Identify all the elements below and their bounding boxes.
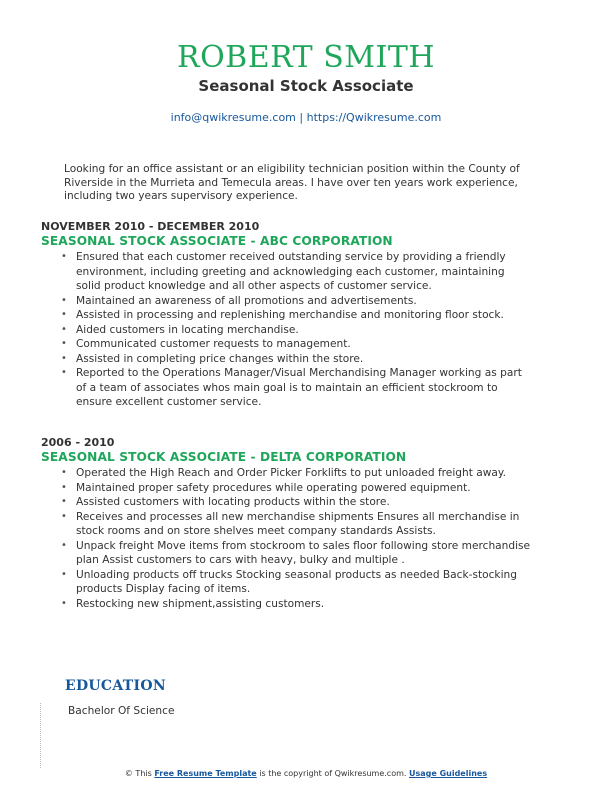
list-item bbox=[41, 366, 531, 410]
footer-middle: is the copyright of Qwikresume.com. bbox=[256, 769, 409, 778]
list-item bbox=[41, 481, 531, 496]
list-item bbox=[41, 597, 531, 612]
bullet-icon: • bbox=[61, 309, 67, 320]
job-title: SEASONAL STOCK ASSOCIATE - DELTA CORPORATION bbox=[41, 450, 407, 464]
bullet-text: Assisted customers with locating products within the store. bbox=[76, 496, 390, 508]
job-bullet-list bbox=[41, 466, 531, 611]
bullet-text: Maintained an awareness of all promotions and advertisements. bbox=[76, 294, 417, 307]
list-item bbox=[41, 539, 531, 568]
bullet-text: Aided customers in locating merchandise. bbox=[76, 323, 299, 336]
footer-prefix: © This bbox=[124, 769, 155, 778]
bullet-icon: • bbox=[61, 251, 67, 262]
bullet-icon: • bbox=[61, 539, 67, 551]
bullet-text: Receives and processes all new merchandise shipments Ensures all merchandise in stock rooms and on store shelves meet company standards Assists. bbox=[76, 510, 520, 537]
usage-guidelines-link[interactable]: Usage Guidelines bbox=[408, 769, 488, 778]
job-title: SEASONAL STOCK ASSOCIATE - ABC CORPORATION bbox=[41, 234, 393, 248]
list-item bbox=[41, 308, 531, 323]
list-item bbox=[41, 250, 531, 294]
bullet-icon: • bbox=[61, 467, 67, 478]
bullet-icon: • bbox=[61, 294, 67, 306]
bullet-icon: • bbox=[61, 481, 67, 493]
list-item bbox=[41, 510, 531, 539]
bullet-text: Maintained proper safety procedures while operating powered equipment. bbox=[76, 481, 471, 494]
job-entry-1 bbox=[41, 220, 531, 410]
candidate-role: Seasonal Stock Associate bbox=[198, 77, 414, 95]
bullet-text: Restocking new shipment,assisting customers. bbox=[76, 597, 325, 610]
bullet-text: Assisted in completing price changes within the store. bbox=[76, 352, 364, 365]
education-degree: Bachelor Of Science bbox=[68, 705, 175, 717]
footer bbox=[0, 768, 612, 780]
education-divider bbox=[40, 703, 41, 768]
job-bullet-list bbox=[41, 250, 531, 410]
bullet-icon: • bbox=[61, 338, 67, 349]
email-link[interactable]: info@qwikresume.com bbox=[170, 111, 296, 124]
candidate-name: ROBERT SMITH bbox=[176, 40, 436, 75]
bullet-text: Assisted in processing and replenishing merchandise and monitoring floor stock. bbox=[76, 309, 504, 321]
job-entry-2 bbox=[41, 436, 531, 611]
bullet-icon: • bbox=[61, 510, 67, 522]
education-heading: EDUCATION bbox=[65, 678, 166, 694]
job-dates: NOVEMBER 2010 - DECEMBER 2010 bbox=[41, 220, 260, 233]
list-item bbox=[41, 323, 531, 338]
bullet-icon: • bbox=[61, 568, 67, 580]
job-dates: 2006 - 2010 bbox=[41, 436, 115, 449]
list-item bbox=[41, 337, 531, 352]
list-item bbox=[41, 294, 531, 309]
bullet-text: Operated the High Reach and Order Picker Forklifts to put unloaded freight away. bbox=[76, 467, 506, 479]
profile-summary: Looking for an office assistant or an eligibility technician position within the County of Riverside in the Murrieta and Temecula areas. I have over ten years work experience, including two years supervisory experience. bbox=[64, 163, 520, 202]
bullet-icon: • bbox=[61, 323, 67, 335]
website-link[interactable]: https://Qwikresume.com bbox=[306, 111, 442, 124]
bullet-text: Communicated customer requests to management. bbox=[76, 338, 351, 350]
contact-separator: | bbox=[295, 111, 307, 124]
list-item bbox=[41, 352, 531, 367]
list-item bbox=[41, 495, 531, 510]
bullet-icon: • bbox=[61, 496, 67, 507]
bullet-text: Reported to the Operations Manager/Visual Merchandising Manager working as part of a team of associates whos main goal is to maintain an efficient stockroom to ensure excellent customer service. bbox=[76, 367, 522, 408]
bullet-icon: • bbox=[61, 367, 67, 378]
bullet-icon: • bbox=[61, 352, 67, 364]
bullet-text: Unloading products off trucks Stocking seasonal products as needed Back-stocking products Display facing of items. bbox=[76, 568, 517, 595]
bullet-text: Ensured that each customer received outstanding service by providing a friendly environment, including greeting and acknowledging each customer, maintaining solid product knowledge and all other aspects of customer service. bbox=[76, 251, 506, 292]
bullet-text: Unpack freight Move items from stockroom to sales floor following store merchandise plan Assist customers to cars with heavy, bulky and multiple . bbox=[76, 539, 531, 566]
free-resume-template-link[interactable]: Free Resume Template bbox=[154, 769, 257, 778]
bullet-icon: • bbox=[61, 597, 67, 609]
contact-line bbox=[0, 111, 612, 125]
list-item bbox=[41, 568, 531, 597]
list-item bbox=[41, 466, 531, 481]
